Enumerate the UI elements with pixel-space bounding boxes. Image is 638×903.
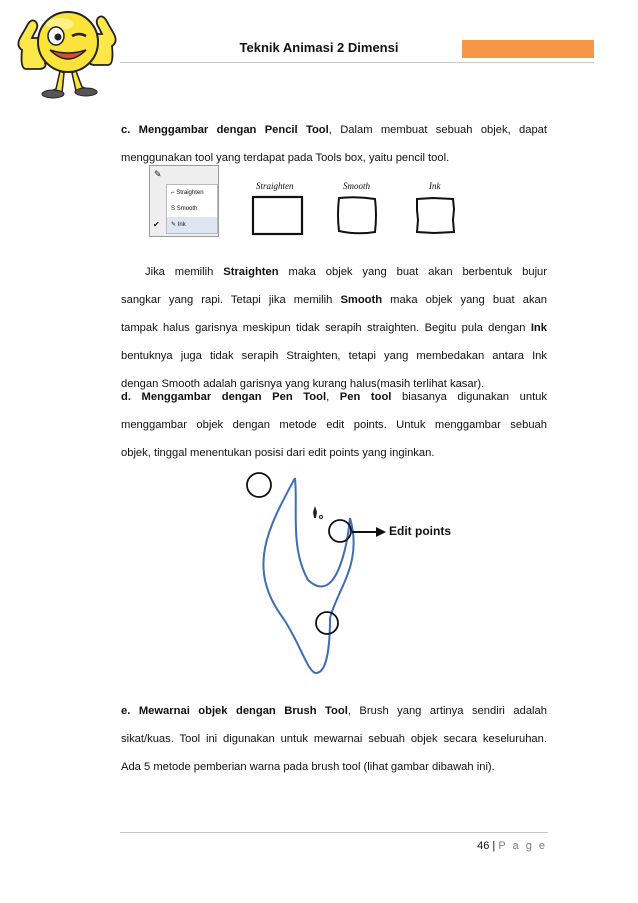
page-footer: [420, 840, 547, 852]
footer-separator: |: [492, 840, 496, 852]
section-c-paragraph: [121, 116, 547, 172]
edit-point-3: [316, 612, 338, 634]
section-e-paragraph: e. Mewarnai objek dengan Brush Tool, Brush yang artinya sendiri adalah sikat/kuas. Tool ini digunakan untuk mewarnai sebuah objek secara keseluruhan. Ada 5 metode pemberian warna pada brush tool (lihat gambar dibawah ini).: [121, 705, 547, 773]
page-number: 46: [477, 840, 490, 852]
edit-point-1: [247, 473, 271, 497]
page-word: P a g e: [498, 840, 547, 852]
menu-item-smooth[interactable]: S Smooth: [171, 206, 198, 212]
pencil-samples: [246, 190, 476, 240]
section-d-paragraph: d. Menggambar dengan Pen Tool, Pen tool biasanya digunakan untuk menggambar objek dengan metode edit points. Untuk menggambar sebuah objek, tinggal menentukan posisi dari edit points yang inginkan.: [121, 391, 547, 459]
checkmark-icon: ✔: [153, 220, 160, 229]
term-straighten: Straighten: [223, 266, 279, 278]
mascot-icon: [8, 6, 126, 106]
page-header-title: Teknik Animasi 2 Dimensi: [239, 40, 399, 55]
menu-item-ink[interactable]: ✎ Ink: [167, 217, 217, 233]
section-c-line2: menggunakan tool yang terdapat pada Tools box, yaitu pencil tool.: [121, 152, 450, 164]
pen-cursor-icon: [313, 506, 323, 519]
callout-arrow-head: [376, 527, 386, 537]
straighten-icon: ⌐: [171, 190, 175, 196]
term-ink: Ink: [530, 322, 547, 334]
footer-divider: [120, 832, 548, 833]
pencil-modes-paragraph: Jika memilih Straighten maka objek yang buat akan berbentuk bujur sangkar yang rapi. Tetapi jika memilih Smooth maka objek yang buat akan tampak halus garisnya meskipun tidak serapih straighten. Begitu pula dengan Ink bentuknya juga tidak serapih Straighten, tetapi yang membedakan antara Ink dengan Smooth adalah garisnya yang kurang halus(masih terlihat kasar).: [121, 266, 548, 390]
header-divider: [120, 62, 594, 63]
sample-label-ink: Ink: [429, 181, 441, 191]
pen-path-curve: [263, 478, 353, 673]
pencil-tool-icon: ✎: [154, 169, 162, 179]
straighten-sample-square: [253, 197, 302, 234]
pencil-options-panel: [149, 165, 219, 237]
section-c-line1: , Dalam membuat sebuah objek, dapat: [328, 124, 547, 136]
sample-label-straighten: Straighten: [256, 181, 294, 191]
smooth-sample-square: [338, 197, 376, 233]
section-c-heading: c. Menggambar dengan Pencil Tool: [121, 124, 329, 136]
term-pen-tool: Pen tool: [339, 391, 392, 403]
section-d-heading: d. Menggambar dengan Pen Tool: [121, 391, 327, 403]
ink-sample-square: [417, 198, 454, 233]
menu-item-straighten[interactable]: ⌐ Straighten: [171, 190, 204, 196]
pen-tool-figure: [238, 468, 478, 680]
smooth-icon: S: [171, 206, 176, 212]
sample-label-smooth: Smooth: [343, 181, 370, 191]
term-smooth: Smooth: [340, 294, 383, 306]
section-e-heading: e. Mewarnai objek dengan Brush Tool: [121, 705, 348, 717]
edit-points-label: Edit points: [389, 524, 451, 538]
ink-icon: ✎: [171, 222, 177, 228]
